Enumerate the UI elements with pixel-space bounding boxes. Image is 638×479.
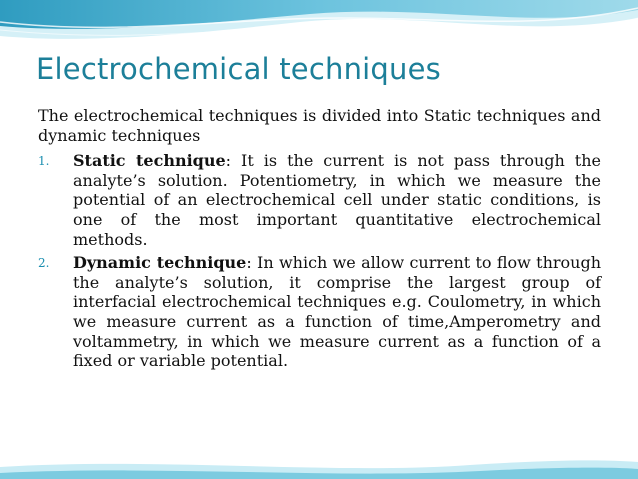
list-number: 2. bbox=[38, 256, 50, 271]
header-wave-decoration bbox=[0, 0, 638, 60]
footer-wave-decoration bbox=[0, 453, 638, 479]
term-dynamic-technique: Dynamic technique bbox=[73, 253, 247, 273]
dynamic-technique-text: : In which we allow current to flow through the analyte’s solution, it comprise the largest group of interfacial electrochemical techniques e.g. Coulometry, in which we measure current as a function of time,Amperometry and voltammetry, in which we measure current as a function of a fixed or variable potential. bbox=[73, 253, 602, 371]
slide-title: Electrochemical techniques bbox=[36, 52, 441, 86]
slide-body bbox=[38, 106, 601, 375]
term-static-technique: Static technique bbox=[73, 151, 226, 171]
intro-paragraph: The electrochemical techniques is divided into Static techniques and dynamic techniques bbox=[38, 106, 601, 145]
list-item-dynamic bbox=[38, 253, 601, 371]
list-number: 1. bbox=[38, 154, 50, 169]
static-technique-text: : It is the current is not pass through the analyte’s solution. Potentiometry, in which we measure the potential of an electrochemical cell under static conditions, is one of the most important quantitative electrochemical methods. bbox=[73, 151, 601, 249]
technique-list bbox=[38, 151, 601, 371]
list-item-static bbox=[38, 151, 601, 249]
